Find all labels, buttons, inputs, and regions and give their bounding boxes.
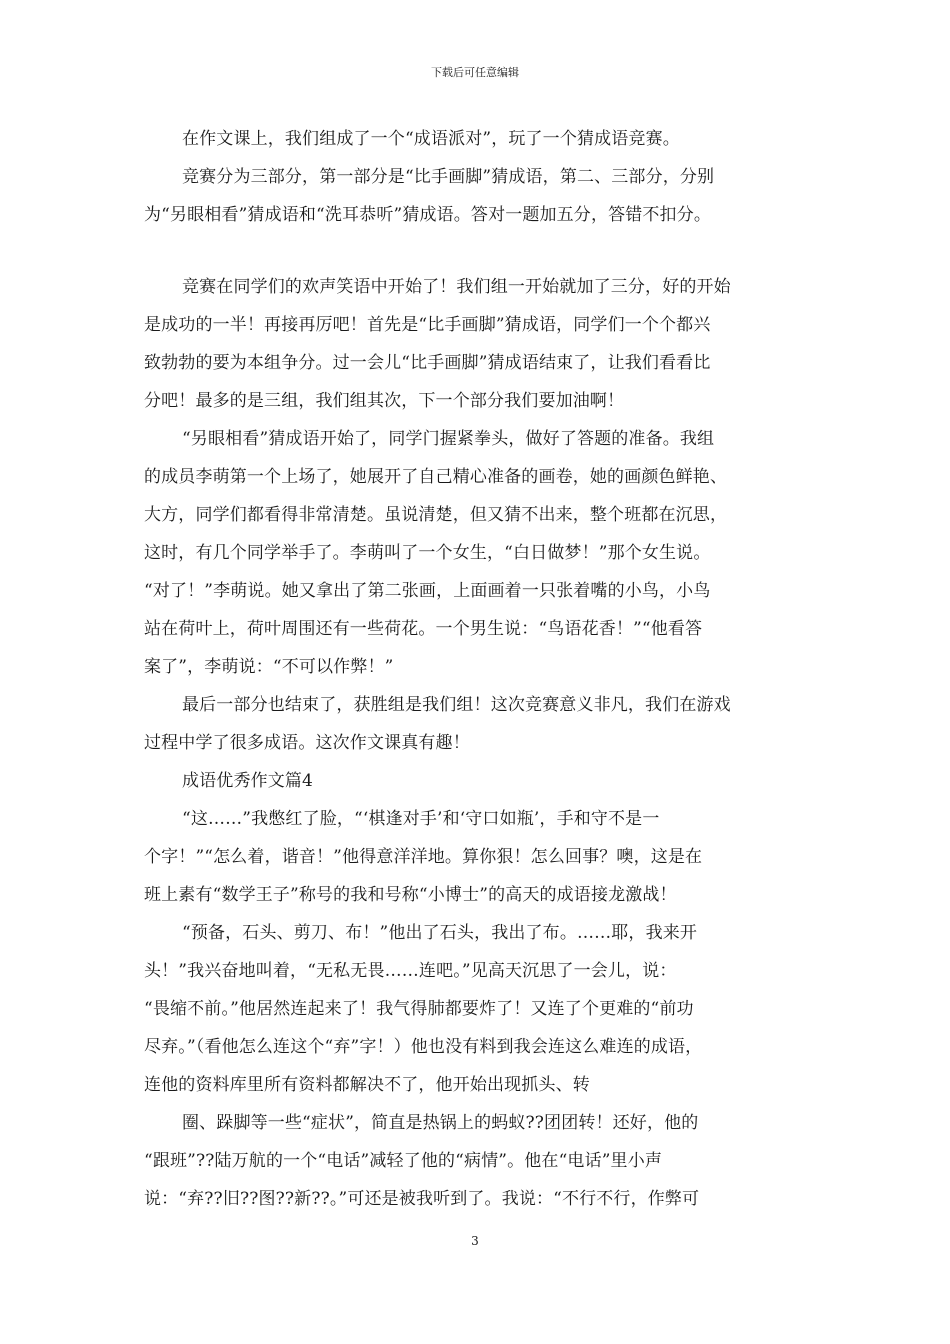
paragraph-line: 尽弃。”（看他怎么连这个“弃”字！）他也没有料到我会连这么难连的成语，	[144, 1037, 703, 1057]
paragraph-line: “畏缩不前。”他居然连起来了！我气得肺都要炸了！又连了个更难的“前功	[144, 999, 694, 1019]
paragraph-line: “另眼相看”猜成语开始了，同学门握紧拳头，做好了答题的准备。我组	[182, 429, 715, 449]
paragraph-line: 个字！”“怎么着，谐音！”他得意洋洋地。算你狠！怎么回事？噢，这是在	[144, 847, 703, 867]
paragraph-line: 这时，有几个同学举手了。李萌叫了一个女生，“白日做梦！”那个女生说。	[144, 543, 711, 563]
paragraph-line: 案了”，李萌说：“不可以作弊！”	[144, 657, 394, 677]
paragraph-line: 最后一部分也结束了，获胜组是我们组！这次竞赛意义非凡，我们在游戏	[182, 695, 731, 715]
paragraph-line: “跟班”??陆万航的一个“电话”减轻了他的“病情”。他在“电话”里小声	[144, 1151, 663, 1171]
paragraph-line: 的成员李萌第一个上场了，她展开了自己精心准备的画卷，她的画颜色鲜艳、	[144, 467, 728, 487]
paragraph-line: 说：“弃??旧??图??新??。”可还是被我听到了。我说：“不行不行，作弊可	[144, 1189, 700, 1209]
paragraph-line: 过程中学了很多成语。这次作文课真有趣！	[144, 733, 470, 753]
paragraph-line: 在作文课上，我们组成了一个“成语派对”，玩了一个猜成语竞赛。	[182, 129, 680, 149]
paragraph-line: 连他的资料库里所有资料都解决不了，他开始出现抓头、转	[144, 1075, 590, 1095]
paragraph-line: 是成功的一半！再接再厉吧！首先是“比手画脚”猜成语，同学们一个个都兴	[144, 315, 711, 335]
paragraph-line: “对了！”李萌说。她又拿出了第二张画，上面画着一只张着嘴的小鸟，小鸟	[144, 581, 711, 601]
paragraph-line: 致勃勃的要为本组争分。过一会儿“比手画脚”猜成语结束了，让我们看看比	[144, 353, 711, 373]
page-number: 3	[471, 1234, 479, 1248]
paragraph-line: 圈、跺脚等一些“症状”，简直是热锅上的蚂蚁??团团转！还好，他的	[182, 1113, 699, 1133]
paragraph-line: 大方，同学们都看得非常清楚。虽说清楚，但又猜不出来，整个班都在沉思，	[144, 505, 728, 525]
paragraph-line: 竞赛在同学们的欢声笑语中开始了！我们组一开始就加了三分，好的开始	[182, 277, 731, 297]
section-heading: 成语优秀作文篇4	[182, 771, 314, 791]
paragraph-line: “这……”我憋红了脸，“‘棋逢对手’和‘守口如瓶’，手和守不是一	[182, 809, 660, 829]
paragraph-line: “预备，石头、剪刀、布！”他出了石头，我出了布。……耶，我来开	[182, 923, 698, 943]
paragraph-line: 班上素有“数学王子”称号的我和号称“小博士”的高天的成语接龙激战！	[144, 885, 677, 905]
page-header: 下载后可任意编辑	[431, 66, 519, 79]
paragraph-line: 竞赛分为三部分，第一部分是“比手画脚”猜成语，第二、三部分，分别	[182, 167, 715, 187]
paragraph-line: 为“另眼相看”猜成语和“洗耳恭听”猜成语。答对一题加五分，答错不扣分。	[144, 205, 712, 225]
paragraph-line: 站在荷叶上，荷叶周围还有一些荷花。一个男生说：“鸟语花香！”“他看答	[144, 619, 703, 639]
paragraph-line: 分吧！最多的是三组，我们组其次，下一个部分我们要加油啊！	[144, 391, 625, 411]
paragraph-line: 头！”我兴奋地叫着，“无私无畏……连吧。”见高天沉思了一会儿，说：	[144, 961, 677, 981]
